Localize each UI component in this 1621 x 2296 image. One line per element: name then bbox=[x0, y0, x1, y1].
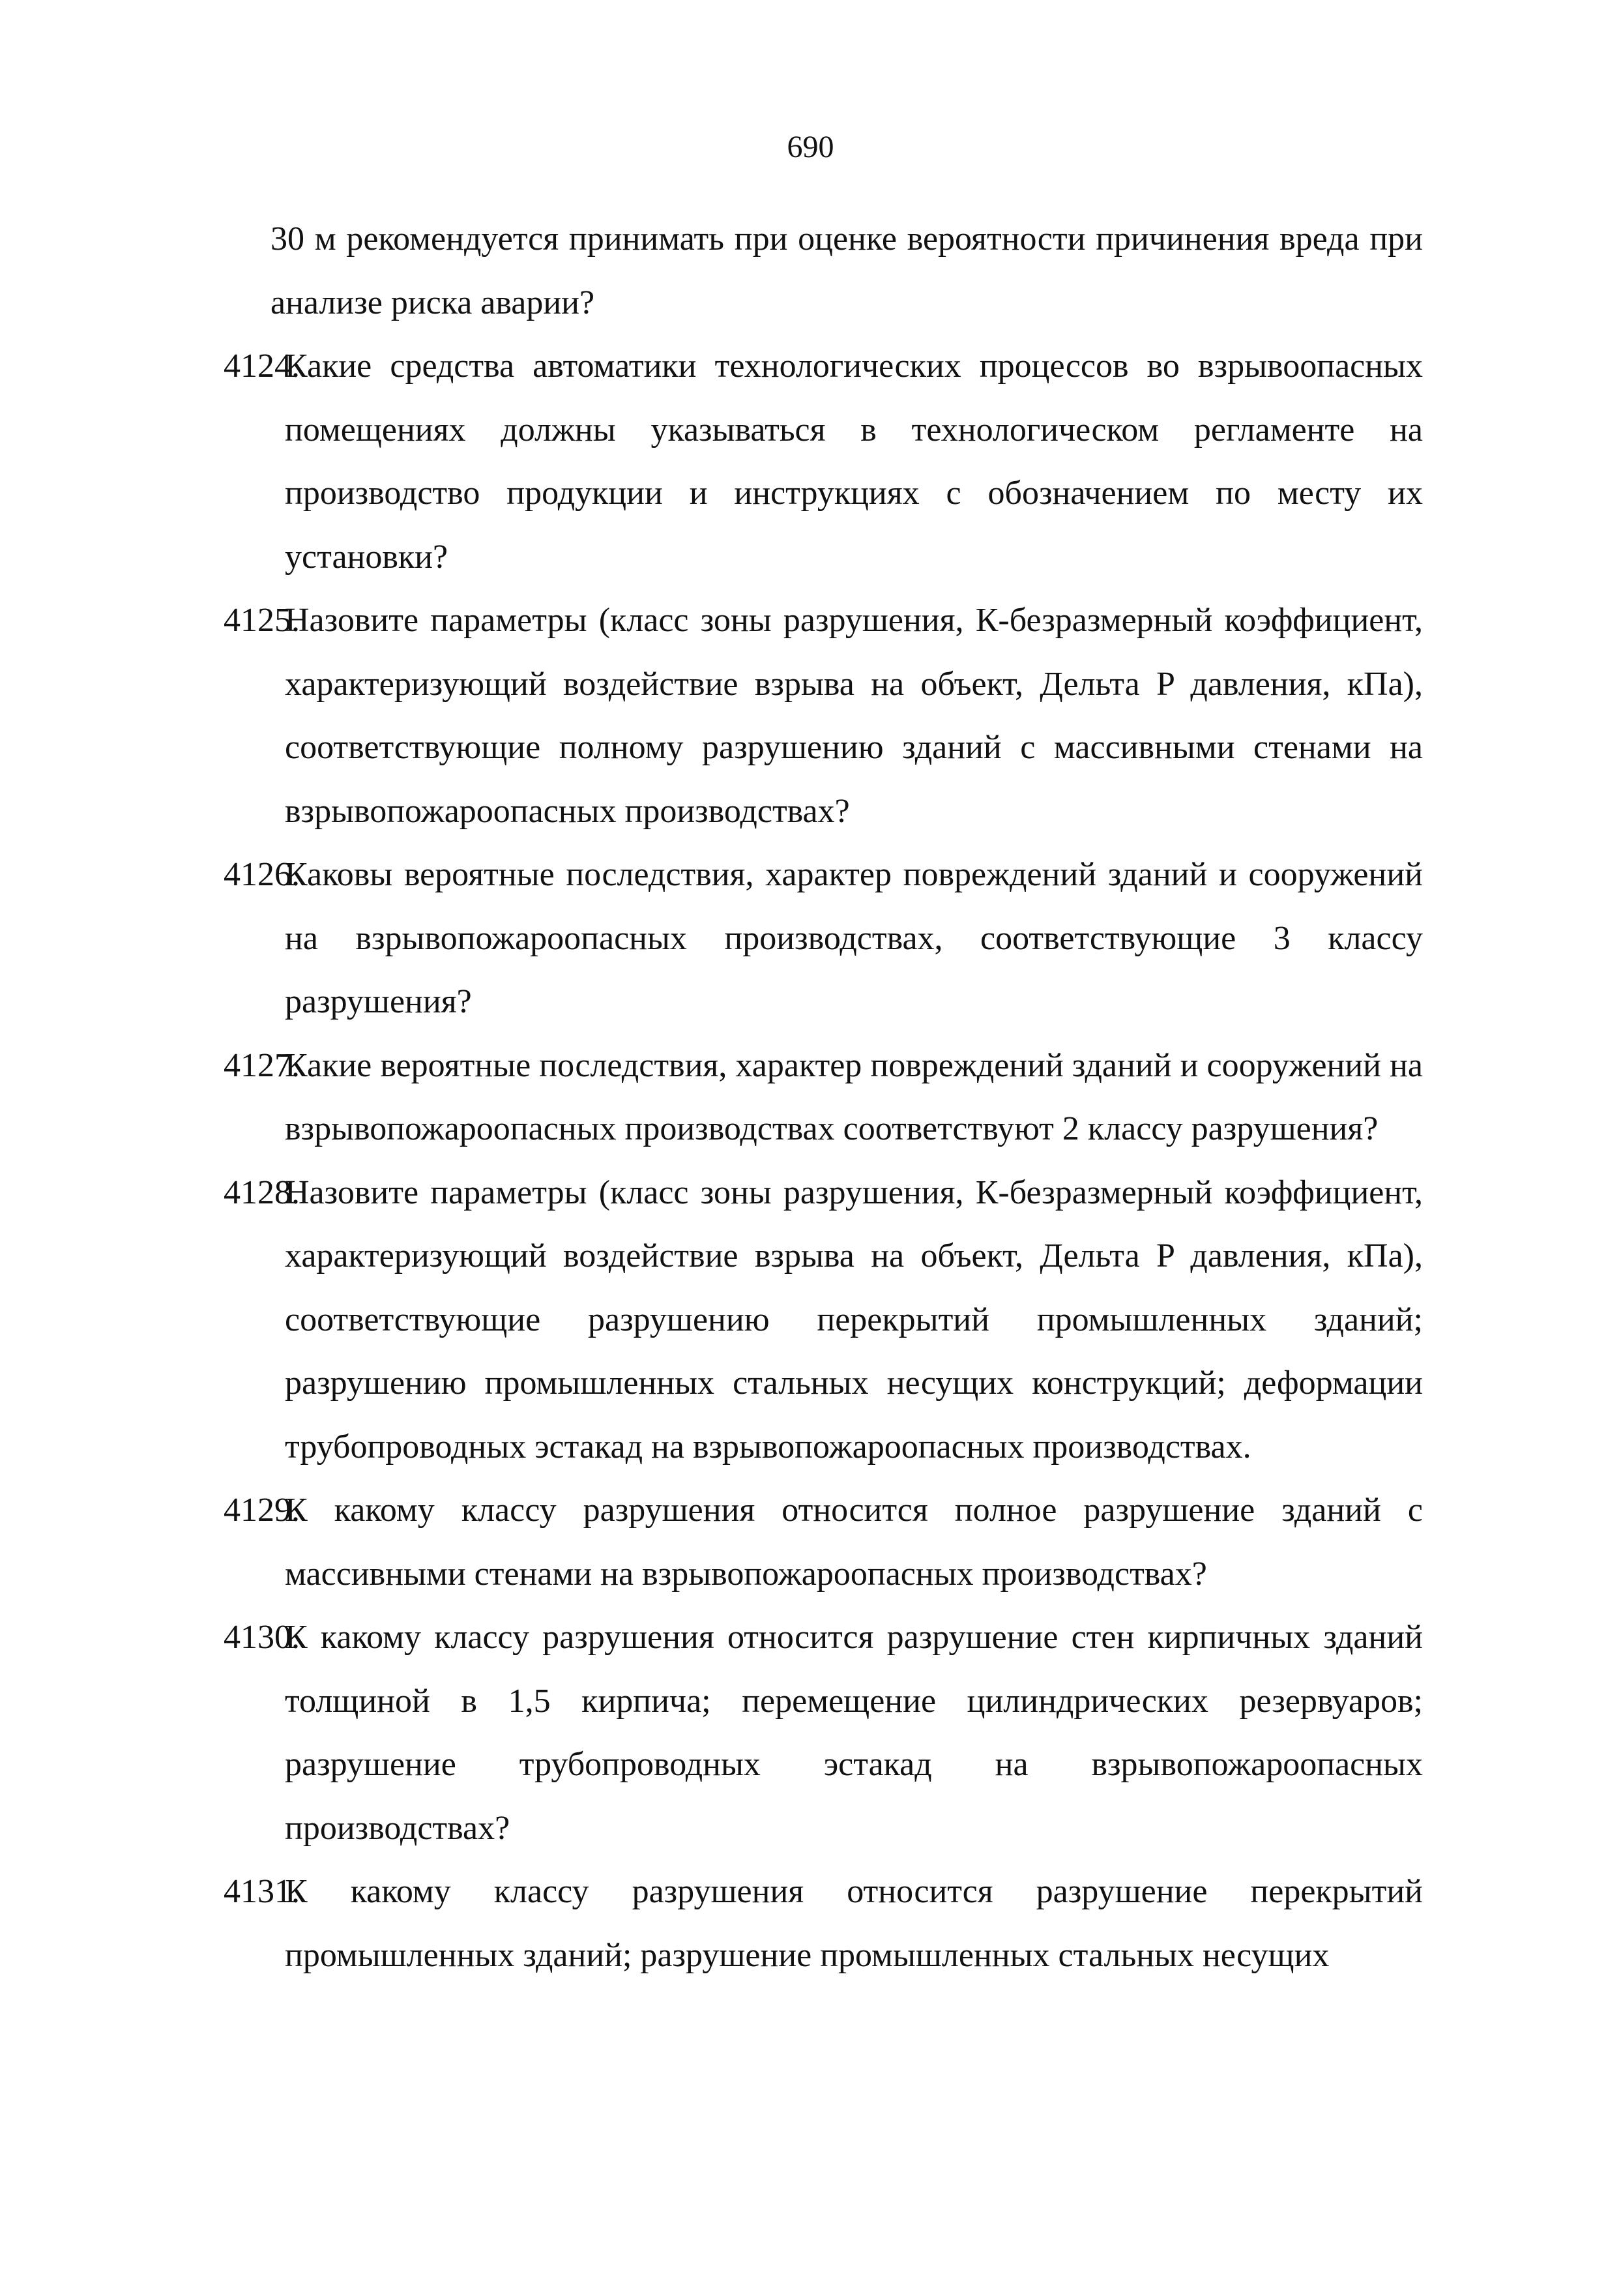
question-number: 4124. bbox=[224, 347, 300, 385]
question-text: Назовите параметры (класс зоны разрушения, К-безразмерный коэффициент, характеризующий воздействие взрыва на объект, Дельта P давления, кПа), соответствующие полному разрушению зданий с массивными стенами на взрывопожароопасных производствах? bbox=[285, 602, 1423, 830]
question-text: Какие средства автоматики технологических процессов во взрывоопасных помещениях должны указываться в технологическом регламенте на производство продукции и инструкциях с обозначением по месту их установки? bbox=[285, 347, 1423, 576]
question-item bbox=[224, 1606, 1423, 1860]
question-number: 4128. bbox=[224, 1173, 300, 1211]
continued-question-text: 30 м рекомендуется принимать при оценке вероятности причинения вреда при анализе риска аварии? bbox=[270, 220, 1423, 321]
question-text: К какому классу разрушения относится разрушение стен кирпичных зданий толщиной в 1,5 кирпича; перемещение цилиндрических резервуаров; разрушение трубопроводных эстакад на взрывопожароопасных производствах? bbox=[285, 1619, 1423, 1847]
question-number: 4127. bbox=[224, 1046, 300, 1084]
question-text: Какие вероятные последствия, характер повреждений зданий и сооружений на взрывопожароопасных производствах соответствуют 2 классу разрушения? bbox=[285, 1046, 1423, 1147]
question-text: Каковы вероятные последствия, характер повреждений зданий и сооружений на взрывопожароопасных производствах, соответствующие 3 классу разрушения? bbox=[285, 856, 1423, 1020]
question-item bbox=[224, 334, 1423, 589]
question-text: К какому классу разрушения относится разрушение перекрытий промышленных зданий; разрушение промышленных стальных несущих bbox=[285, 1873, 1423, 1974]
question-item bbox=[224, 1034, 1423, 1161]
question-number: 4126. bbox=[224, 856, 300, 893]
question-text: Назовите параметры (класс зоны разрушения, К-безразмерный коэффициент, характеризующий воздействие взрыва на объект, Дельта P давления, кПа), соответствующие разрушению перекрытий промышленных зданий; разрушению промышленных стальных несущих конструкций; деформации трубопроводных эстакад на взрывопожароопасных производствах. bbox=[285, 1173, 1423, 1465]
question-item bbox=[224, 1161, 1423, 1479]
question-item bbox=[224, 1479, 1423, 1606]
question-text: К какому классу разрушения относится полное разрушение зданий с массивными стенами на взрывопожароопасных производствах? bbox=[285, 1492, 1423, 1593]
question-number: 4130. bbox=[224, 1619, 300, 1656]
question-item bbox=[224, 1860, 1423, 1987]
question-list bbox=[224, 207, 1423, 1987]
page-number: 690 bbox=[787, 130, 834, 164]
question-number: 4131. bbox=[224, 1873, 300, 1910]
question-item bbox=[224, 843, 1423, 1034]
question-number: 4125. bbox=[224, 602, 300, 639]
question-item bbox=[224, 589, 1423, 843]
question-number: 4129. bbox=[224, 1492, 300, 1529]
